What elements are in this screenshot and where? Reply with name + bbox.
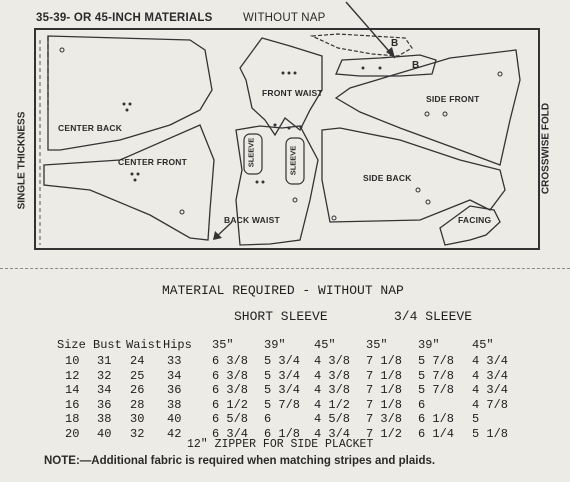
table-cell: 7 1/8 xyxy=(366,368,403,383)
materials-header: 35-39- OR 45-INCH MATERIALS xyxy=(36,12,213,24)
table-header-cell: Bust xyxy=(93,338,122,352)
single-thickness-label: SINGLE THICKNESS xyxy=(16,111,28,210)
table-cell: 6 xyxy=(418,397,426,412)
table-cell: 7 1/8 xyxy=(366,397,403,412)
table-cell: 7 1/8 xyxy=(366,354,403,368)
table-cell: 5 3/4 xyxy=(264,354,301,368)
table-cell: 5 7/8 xyxy=(418,368,455,383)
table-cell: 7 1/8 xyxy=(366,383,403,397)
label-center-front: CENTER FRONT xyxy=(118,157,187,167)
label-facing: FACING xyxy=(458,215,492,225)
table-cell: 5 xyxy=(472,412,480,426)
table-cell: 4 3/4 xyxy=(314,426,351,441)
table-cell: 36 xyxy=(167,383,182,397)
table-cell: 6 xyxy=(264,412,272,426)
table-cell: 34 xyxy=(167,368,182,383)
table-cell: 6 3/8 xyxy=(212,354,249,368)
table-cell: 18 xyxy=(65,412,80,426)
table-cell: 4 3/4 xyxy=(472,354,509,368)
table-cell: 6 3/8 xyxy=(212,383,249,397)
section-divider xyxy=(0,268,570,269)
table-cell: 4 3/8 xyxy=(314,383,351,397)
table-header-cell: Size xyxy=(57,338,86,352)
table-cell: 6 5/8 xyxy=(212,412,249,426)
table-cell: 6 1/8 xyxy=(264,426,301,441)
label-front-waist: FRONT WAIST xyxy=(262,88,323,98)
table-cell: 14 xyxy=(65,383,80,397)
label-back-waist: BACK WAIST xyxy=(224,215,280,225)
table-cell: 5 3/4 xyxy=(264,383,301,397)
table-cell: 4 3/4 xyxy=(472,368,509,383)
table-cell: 40 xyxy=(167,412,182,426)
table-header-cell: 45" xyxy=(472,338,494,352)
table-cell: 6 3/4 xyxy=(212,426,249,441)
table-cell: 20 xyxy=(65,426,80,441)
label-sleeve-b: SLEEVE xyxy=(288,145,298,176)
table-cell: 6 1/2 xyxy=(212,397,249,412)
table-header-cell: Waist xyxy=(126,338,163,352)
table-cell: 36 xyxy=(97,397,112,412)
table-cell: 4 7/8 xyxy=(472,397,509,412)
table-cell: 38 xyxy=(167,397,182,412)
table-cell: 5 7/8 xyxy=(264,397,301,412)
table-cell: 5 7/8 xyxy=(418,354,455,368)
label-sleeve-a: SLEEVE xyxy=(246,137,256,168)
label-b-top: B xyxy=(391,38,399,49)
table-cell: 4 3/4 xyxy=(472,383,509,397)
table-cell: 32 xyxy=(130,426,145,441)
label-center-back: CENTER BACK xyxy=(58,123,123,133)
table-header-cell: 35" xyxy=(366,338,388,352)
table-cell: 24 xyxy=(130,354,145,368)
table-cell: 40 xyxy=(97,426,112,441)
table-cell: 28 xyxy=(130,397,145,412)
table-cell: 38 xyxy=(97,412,112,426)
group-long-sleeve: 3/4 SLEEVE xyxy=(394,309,473,324)
table-cell: 5 7/8 xyxy=(418,383,455,397)
table-cell: 4 1/2 xyxy=(314,397,351,412)
table-cell: 7 1/2 xyxy=(366,426,403,441)
table-cell: 12 xyxy=(65,368,80,383)
table-cell: 5 1/8 xyxy=(472,426,509,441)
label-side-front: SIDE FRONT xyxy=(426,94,480,104)
label-b-bottom: B xyxy=(412,60,420,71)
table-cell: 26 xyxy=(130,383,145,397)
table-cell: 6 1/4 xyxy=(418,426,455,441)
table-cell: 4 3/8 xyxy=(314,368,351,383)
nap-header: WITHOUT NAP xyxy=(243,12,326,24)
group-short-sleeve: SHORT SLEEVE xyxy=(234,309,328,324)
table-cell: 7 3/8 xyxy=(366,412,403,426)
table-title: MATERIAL REQUIRED - WITHOUT NAP xyxy=(162,283,404,298)
table-cell: 42 xyxy=(167,426,182,441)
table-cell: 33 xyxy=(167,354,182,368)
table-header-cell: Hips xyxy=(163,338,192,352)
table-cell: 4 3/8 xyxy=(314,354,351,368)
note-text: NOTE:—Additional fabric is required when matching stripes and plaids. xyxy=(44,455,436,467)
label-side-back: SIDE BACK xyxy=(363,173,412,183)
table-header-cell: 45" xyxy=(314,338,336,352)
table-header-cell: 39" xyxy=(264,338,286,352)
table-cell: 32 xyxy=(97,368,112,383)
table-cell: 6 3/8 xyxy=(212,368,249,383)
table-header-cell: 35" xyxy=(212,338,234,352)
table-cell: 10 xyxy=(65,354,80,368)
crosswise-fold-label: CROSSWISE FOLD xyxy=(540,102,552,195)
table-cell: 16 xyxy=(65,397,80,412)
table-cell: 4 5/8 xyxy=(314,412,351,426)
table-cell: 25 xyxy=(130,368,145,383)
table-cell: 34 xyxy=(97,383,112,397)
table-cell: 5 3/4 xyxy=(264,368,301,383)
table-cell: 6 1/8 xyxy=(418,412,455,426)
zipper-note: 12" ZIPPER FOR SIDE PLACKET xyxy=(187,438,374,451)
table-cell: 31 xyxy=(97,354,112,368)
table-header-cell: 39" xyxy=(418,338,440,352)
table-cell: 30 xyxy=(130,412,145,426)
